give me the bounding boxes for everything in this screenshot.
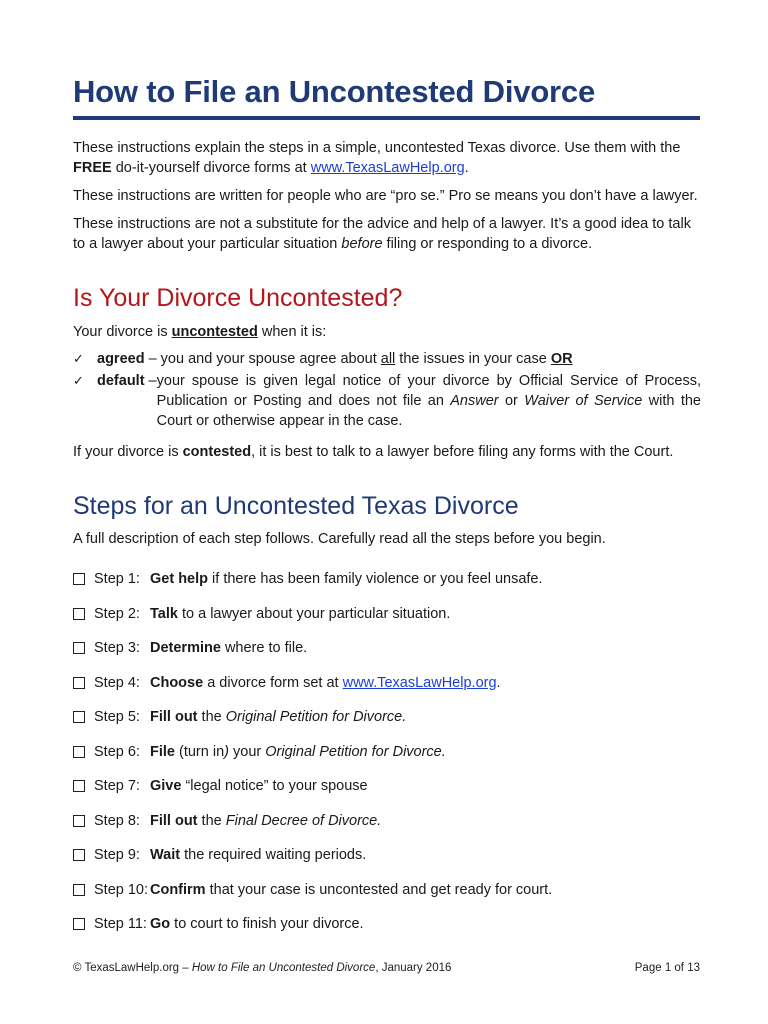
step-8: Step 8: Fill out the Final Decree of Divorce. (73, 804, 701, 839)
step-1: Step 1: Get help if there has been family violence or you feel unsafe. (73, 562, 701, 597)
page-title: How to File an Uncontested Divorce (73, 74, 596, 109)
checkmark-icon: ✓ (73, 351, 84, 366)
uncontested-lead: Your divorce is uncontested when it is: (73, 324, 327, 340)
step-5: Step 5: Fill out the Original Petition for Divorce. (73, 700, 701, 735)
steps-intro: A full description of each step follows. Carefully read all the steps before you begin. (73, 531, 606, 547)
step-7: Step 7: Give “legal notice” to your spouse (73, 769, 701, 804)
criteria-default-text: default – your spouse is given legal notice of your divorce by Official Service of Process, Publication or Posting and does not file an Answer or Waiver of Service with the Court or otherwise appear in the case. (97, 373, 701, 429)
step-3: Step 3: Determine where to file. (73, 631, 701, 666)
step-checkbox[interactable] (73, 746, 85, 758)
step-checkbox[interactable] (73, 849, 85, 861)
texaslawhelp-link[interactable]: www.TexasLawHelp.org (342, 674, 497, 691)
criteria-agreed (73, 349, 701, 369)
step-6: Step 6: File (turn in) your Original Petition for Divorce. (73, 735, 701, 770)
step-checkbox[interactable] (73, 780, 85, 792)
checkmark-icon: ✓ (73, 373, 84, 388)
step-4: Step 4: Choose a divorce form set at www.TexasLawHelp.org. (73, 666, 701, 701)
step-9: Step 9: Wait the required waiting periods. (73, 838, 701, 873)
intro-paragraph-1: These instructions explain the steps in a simple, uncontested Texas divorce. Use them with the FREE do-it-yourself divorce forms at www.TexasLawHelp.org. (73, 140, 681, 176)
uncontested-section (73, 322, 701, 462)
uncontested-heading: Is Your Divorce Uncontested? (73, 284, 403, 312)
step-checkbox[interactable] (73, 677, 85, 689)
step-10: Step 10: Confirm that your case is uncontested and get ready for court. (73, 873, 701, 908)
intro-paragraph-2: These instructions are written for people who are “pro se.” Pro se means you don’t have a lawyer. (73, 188, 698, 204)
steps-checklist (73, 562, 701, 942)
title-underline (73, 116, 700, 120)
steps-heading: Steps for an Uncontested Texas Divorce (73, 492, 519, 520)
page-footer (73, 962, 700, 974)
step-checkbox[interactable] (73, 815, 85, 827)
contested-note: If your divorce is contested, it is best to talk to a lawyer before filing any forms with the Court. (73, 444, 674, 460)
intro-paragraph-3: These instructions are not a substitute for the advice and help of a lawyer. It’s a good idea to talk to a lawyer about your particular situation before filing or responding to a divorce. (73, 216, 691, 252)
step-checkbox[interactable] (73, 642, 85, 654)
texaslawhelp-link[interactable]: www.TexasLawHelp.org (310, 160, 465, 176)
intro-section (73, 138, 701, 262)
step-checkbox[interactable] (73, 573, 85, 585)
page-number: Page 1 of 13 (634, 962, 700, 974)
uncontested-criteria-list (73, 349, 701, 431)
step-2: Step 2: Talk to a lawyer about your particular situation. (73, 597, 701, 632)
criteria-default (73, 371, 701, 431)
footer-copyright: © TexasLawHelp.org – How to File an Uncontested Divorce, January 2016 (73, 962, 452, 974)
criteria-agreed-text: agreed – you and your spouse agree about all the issues in your case OR (97, 351, 573, 367)
step-checkbox[interactable] (73, 884, 85, 896)
step-checkbox[interactable] (73, 608, 85, 620)
step-checkbox[interactable] (73, 918, 85, 930)
step-11: Step 11: Go to court to finish your divorce. (73, 907, 701, 942)
step-checkbox[interactable] (73, 711, 85, 723)
